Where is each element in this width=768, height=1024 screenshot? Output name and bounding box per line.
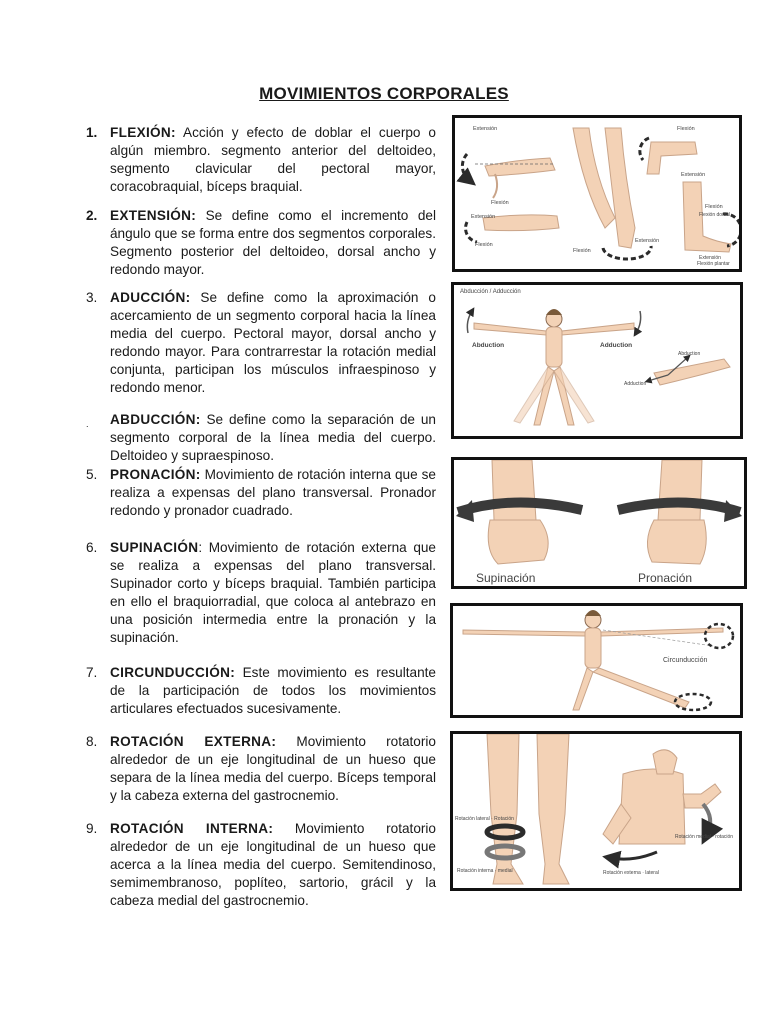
list-item-extension bbox=[86, 207, 436, 279]
figure-header: Abducción / Adducción bbox=[460, 289, 521, 295]
list-item-external-rotation bbox=[86, 733, 436, 805]
figure-label: Adduction bbox=[624, 381, 647, 387]
list-item-pronation bbox=[86, 466, 436, 520]
figure-label: Rotación medial · rotación bbox=[675, 834, 734, 840]
item-text: Se define como la aproximación o acercamiento de un segmento corporal hacia la línea media del cuerpo. Pectoral mayor, dorsal ancho y redondo mayor. Para contrarrestar la rotación medial conjunta, participan los músculos infraespinoso y redondo menor. bbox=[110, 290, 436, 395]
item-heading: ROTACIÓN INTERNA: bbox=[110, 821, 274, 836]
item-number: 7. bbox=[86, 665, 98, 680]
item-text: Este movimiento es resultante de la participación de todos los movimientos articulares efectuados sucesivamente. bbox=[110, 665, 436, 716]
list-item-circumduction bbox=[86, 664, 436, 718]
circumduction-illustration bbox=[453, 606, 740, 715]
item-text: : Movimiento de rotación externa que se realiza a expensas del plano transversal. Supinador corto y bíceps braquial. También participa en ello el braquiorradial, que coloca al antebrazo en una posición intermedia entre la pronación y la supinación. bbox=[110, 540, 436, 645]
item-heading: ADUCCIÓN: bbox=[110, 290, 191, 305]
figure-label: Flexión bbox=[677, 126, 695, 132]
figure-label: Pronación bbox=[638, 571, 693, 585]
item-heading: CIRCUNDUCCIÓN: bbox=[110, 665, 236, 680]
abduction-adduction-illustration bbox=[454, 285, 740, 436]
item-text: Se define como la separación de un segmento corporal de la línea media del cuerpo. Deltoideo y supraespinoso. bbox=[110, 412, 436, 463]
figure-label: Flexión dorsal bbox=[699, 212, 731, 218]
flexion-extension-illustration bbox=[455, 118, 739, 269]
figure-label: Flexión bbox=[705, 204, 723, 210]
abduction-adduction-figure bbox=[451, 282, 743, 439]
figure-label: Abduction bbox=[472, 342, 505, 349]
figure-label: Flexión bbox=[475, 242, 493, 248]
figure-label: Extensión bbox=[471, 214, 496, 220]
rotation-figure bbox=[450, 731, 742, 891]
item-number: 6. bbox=[86, 540, 98, 555]
list-item-supination bbox=[86, 539, 436, 647]
item-text: Se define como el incremento del ángulo que se forma entre dos segmentos corporales. Segmento posterior del deltoideo, dorsal ancho y redondo mayor. bbox=[110, 208, 436, 277]
item-heading: EXTENSIÓN: bbox=[110, 208, 197, 223]
item-heading: ROTACIÓN EXTERNA: bbox=[110, 734, 277, 749]
item-number: 1. bbox=[86, 125, 98, 140]
item-number: 3. bbox=[86, 290, 98, 305]
item-text: Movimiento de rotación interna que se realiza a expensas del plano transversal. Pronador redondo y pronador cuadrado. bbox=[110, 467, 436, 518]
item-number: 9. bbox=[86, 821, 98, 836]
item-heading: SUPINACIÓN bbox=[110, 540, 199, 555]
figure-label: Circunducción bbox=[663, 657, 708, 664]
figure-label: Rotación externa · lateral bbox=[603, 870, 659, 876]
item-text: Acción y efecto de doblar el cuerpo o algún miembro. segmento anterior del deltoideo, segmento clavicular del pectoral mayor, coracobraquial, bíceps braquial. bbox=[110, 125, 436, 194]
figure-label: Extensión bbox=[473, 126, 498, 132]
item-number: . bbox=[86, 419, 89, 429]
circumduction-figure bbox=[450, 603, 743, 718]
list-item-adduction bbox=[86, 289, 436, 397]
figure-label: Adduction bbox=[600, 342, 633, 349]
figure-label: Supinación bbox=[476, 571, 536, 585]
figure-label: Extensión bbox=[699, 255, 721, 261]
item-text: Movimiento rotatorio alrededor de un eje longitudinal de un hueso que separa de la línea media del cuerpo. Bíceps temporal y la cabeza externa del gastrocnemio. bbox=[110, 734, 436, 803]
list-item-abduction bbox=[86, 411, 436, 465]
figure-label: Extensión bbox=[681, 172, 706, 178]
flexion-extension-figure bbox=[452, 115, 742, 272]
item-number: 5. bbox=[86, 467, 98, 482]
rotation-illustration bbox=[453, 734, 739, 888]
figure-label: Flexión plantar bbox=[697, 261, 730, 267]
figure-label: Extensión bbox=[635, 238, 660, 244]
item-heading: PRONACIÓN: bbox=[110, 467, 201, 482]
figure-label: Flexión bbox=[491, 200, 509, 206]
figure-label: Abduction bbox=[678, 351, 701, 357]
list-item-flexion bbox=[86, 124, 436, 196]
page-title: MOVIMIENTOS CORPORALES bbox=[259, 84, 509, 103]
supination-pronation-illustration bbox=[454, 460, 744, 586]
item-text: Movimiento rotatorio alrededor de un eje longitudinal de un hueso que acerca a la línea media del cuerpo. Semitendinoso, semimembranoso, poplíteo, sartorio, grácil y la cabeza medial del gastrocnemio. bbox=[110, 821, 436, 908]
item-heading: FLEXIÓN: bbox=[110, 125, 176, 140]
item-number: 8. bbox=[86, 734, 98, 749]
figure-label: Rotación lateral · Rotación bbox=[455, 816, 514, 822]
item-heading: ABDUCCIÓN: bbox=[110, 412, 201, 427]
list-item-internal-rotation bbox=[86, 820, 436, 910]
supination-pronation-figure bbox=[451, 457, 747, 589]
item-number: 2. bbox=[86, 208, 98, 223]
figure-label: Rotación interna · medial bbox=[457, 868, 513, 874]
figure-label: Flexión bbox=[573, 248, 591, 254]
